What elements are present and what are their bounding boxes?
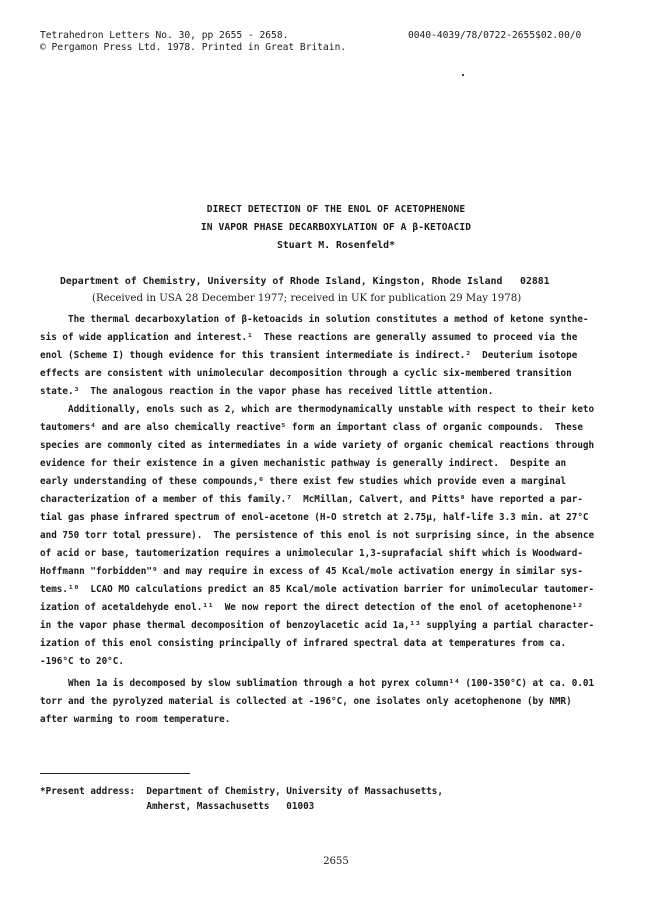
- citation-line-2: © Pergamon Press Ltd. 1978. Printed in Great Britain.: [40, 42, 347, 53]
- body-line: in the vapor phase thermal decomposition of benzoylacetic acid 1a,¹³ supplying a partial character-: [40, 620, 595, 631]
- body-line: species are commonly cited as intermediates in a wide variety of organic chemical reactions through: [40, 440, 595, 451]
- author-name: Stuart M. Rosenfeld*: [277, 240, 395, 251]
- body-line: tems.¹⁰ LCAO MO calculations predict an 85 Kcal/mole activation barrier for unimolecular tautomer-: [40, 584, 595, 595]
- page-number: 2655: [323, 856, 349, 867]
- journal-citation: [40, 30, 346, 54]
- body-line: tautomers⁴ and are also chemically reactive⁵ form an important class of organic compounds. These: [40, 422, 583, 433]
- citation-line-1: Tetrahedron Letters No. 30, pp 2655 - 2658.: [40, 30, 289, 41]
- body-line: sis of wide application and interest.¹ These reactions are generally assumed to proceed via the: [40, 332, 578, 343]
- body-line: after warming to room temperature.: [40, 714, 231, 725]
- body-line: and 750 torr total pressure). The persistence of this enol is not surprising since, in the absence: [40, 530, 595, 541]
- body-line: evidence for their existence in a given mechanistic pathway is generally indirect. Despite an: [40, 458, 567, 469]
- received-dates: (Received in USA 28 December 1977; received in UK for publication 29 May 1978): [92, 293, 522, 304]
- footnote-rule: [40, 773, 190, 774]
- body-line: ization of this enol consisting principally of infrared spectral data at temperatures from ca.: [40, 638, 567, 649]
- affiliation: Department of Chemistry, University of Rhode Island, Kingston, Rhode Island 02881: [60, 276, 550, 287]
- body-line: state.³ The analogous reaction in the vapor phase has received little attention.: [40, 386, 494, 397]
- body-line: -196°C to 20°C.: [40, 656, 124, 667]
- body-line: characterization of a member of this family.⁷ McMillan, Calvert, and Pitts⁸ have reported a par-: [40, 494, 583, 505]
- article-code: 0040-4039/78/0722-2655$02.00/0: [408, 30, 582, 41]
- body-line: tial gas phase infrared spectrum of enol-acetone (H-O stretch at 2.75μ, half-life 3.3 min. at 27°C: [40, 512, 589, 523]
- body-line: of acid or base, tautomerization requires a unimolecular 1,3-suprafacial shift which is Woodward-: [40, 548, 583, 559]
- speck: [462, 74, 464, 76]
- body-line: The thermal decarboxylation of β-ketoacids in solution constitutes a method of ketone synthe-: [40, 314, 589, 325]
- article-title-line-2: IN VAPOR PHASE DECARBOXYLATION OF A β-KETOACID: [200, 222, 472, 233]
- body-line: Hoffmann "forbidden"⁹ and may require in excess of 45 Kcal/mole activation energy in similar sys-: [40, 566, 583, 577]
- body-line: When 1a is decomposed by slow sublimation through a hot pyrex column¹⁴ (100-350°C) at ca. 0.01: [40, 678, 595, 689]
- body-line: early understanding of these compounds,⁶ there exist few studies which provide even a marginal: [40, 476, 567, 487]
- body-line: ization of acetaldehyde enol.¹¹ We now report the direct detection of the enol of acetophenone¹²: [40, 602, 583, 613]
- body-line: enol (Scheme I) though evidence for this transient intermediate is indirect.² Deuterium isotope: [40, 350, 578, 361]
- body-line: torr and the pyrolyzed material is collected at -196°C, one isolates only acetophenone (by NMR): [40, 696, 572, 707]
- body-line: effects are consistent with unimolecular decomposition through a cyclic six-membered transition: [40, 368, 572, 379]
- article-title-line-1: DIRECT DETECTION OF THE ENOL OF ACETOPHENONE: [206, 204, 466, 215]
- footnote-line-1: *Present address: Department of Chemistry, University of Massachusetts,: [40, 786, 443, 797]
- body-line: Additionally, enols such as 2, which are thermodynamically unstable with respect to their keto: [40, 404, 595, 415]
- footnote-line-2: Amherst, Massachusetts 01003: [40, 801, 315, 812]
